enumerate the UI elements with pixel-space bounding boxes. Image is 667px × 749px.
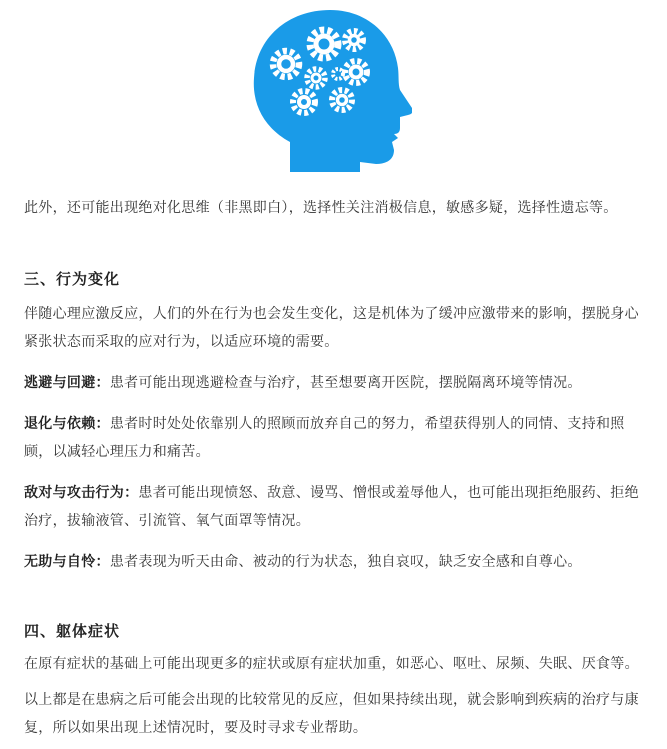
closing-paragraph: 以上都是在患病之后可能会出现的比较常见的反应，但如果持续出现，就会影响到疾病的治疗与康复，所以如果出现上述情况时，要及时寻求专业帮助。	[24, 692, 639, 736]
section-heading-behavior: 三、行为变化	[24, 270, 121, 288]
section-somatic-paragraph: 在原有症状的基础上可能出现更多的症状或原有症状加重，如恶心、呕吐、尿频、失眠、厌食等。	[24, 656, 639, 672]
behavior-item-term: 无助与自怜：	[24, 554, 110, 570]
behavior-item-term: 敌对与攻击行为：	[24, 485, 139, 501]
behavior-item-term: 逃避与回避：	[24, 375, 110, 391]
section-behavior-intro: 伴随心理应激反应，人们的外在行为也会发生变化，这是机体为了缓冲应激带来的影响，摆脱身心紧张状态而采取的应对行为，以适应环境的需要。	[24, 306, 639, 350]
behavior-item-desc: 患者可能出现愤怒、敌意、谩骂、憎恨或羞辱他人，也可能出现拒绝服药、拒绝治疗，拔输液管、引流管、氧气面罩等情况。	[24, 485, 639, 529]
intro-paragraph: 此外，还可能出现绝对化思维（非黑即白），选择性关注消极信息，敏感多疑，选择性遗忘等。	[24, 200, 618, 216]
behavior-item-hostility	[24, 479, 642, 535]
section-heading-somatic: 四、躯体症状	[24, 622, 121, 640]
behavior-item-helplessness	[24, 548, 642, 576]
behavior-item-desc: 患者时时处处依靠别人的照顾而放弃自己的努力，希望获得别人的同情、支持和照顾，以减轻心理压力和痛苦。	[24, 416, 625, 460]
head-with-gears-icon	[242, 4, 412, 174]
behavior-item-desc: 患者表现为听天由命、被动的行为状态，独自哀叹，缺乏安全感和自尊心。	[109, 554, 582, 570]
hero-illustration	[0, 0, 667, 178]
behavior-item-term: 退化与依赖：	[24, 416, 110, 432]
behavior-item-desc: 患者可能出现逃避检查与治疗，甚至想要离开医院，摆脱隔离环境等情况。	[109, 375, 582, 391]
behavior-item-regression	[24, 410, 642, 466]
behavior-item-avoidance	[24, 369, 642, 397]
